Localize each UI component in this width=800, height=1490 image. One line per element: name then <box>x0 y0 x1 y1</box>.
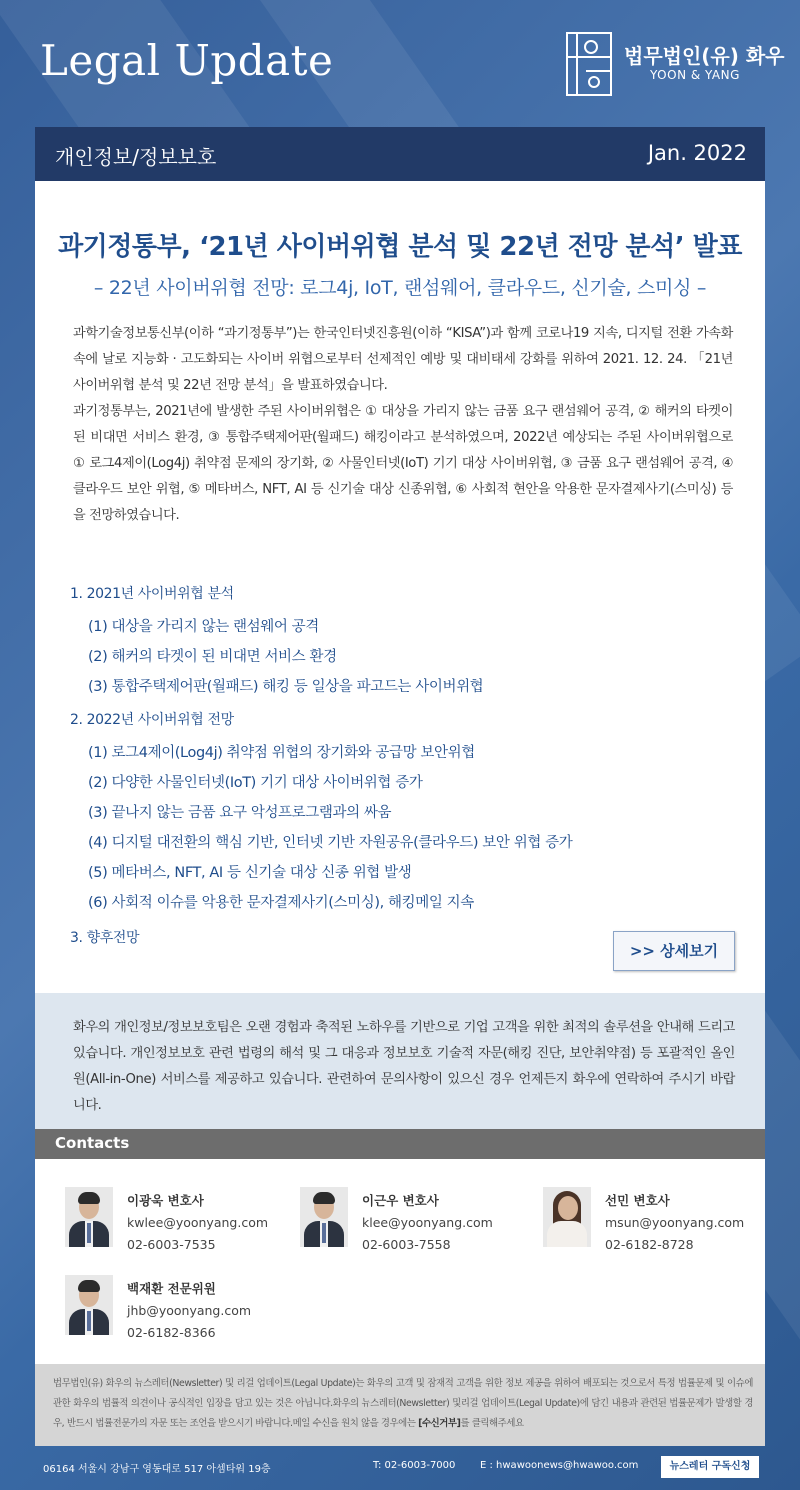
disclaimer-post: 를 클릭해주세요 <box>460 1418 524 1429</box>
contact-phone: 02-6182-8728 <box>605 1237 694 1252</box>
team-info-box <box>35 993 765 1129</box>
disclaimer-pre: 법무법인(유) 화우의 뉴스레터(Newsletter) 및 리걸 업데이트(Legal Update)는 화우의 고객 및 잠재적 고객을 위한 정보 제공을 위하여 배포되는 것으로서 특정 법률문제 및 이슈에 관한 화우의 법률적 의견이나 공식적인 입장을 담고 있는 것은 아닙니다.화우의 뉴스레터(Newsletter) 및리걸 업데이트(Legal Update)에 담긴 내용과 관련된 법률문제가 발생할 경우, 반드시 법률전문가의 자문 또는 조언을 받으시기 바랍니다.메일 수신을 원치 않을 경우에는 <box>53 1378 753 1429</box>
footer-tel: T: 02-6003-7000 <box>373 1460 456 1471</box>
contact-phone: 02-6003-7535 <box>127 1237 216 1252</box>
disclaimer-box <box>35 1364 765 1446</box>
article-paragraph-1: 과학기술정보통신부(이하 “과기정통부”)는 한국인터넷진흥원(이하 “KISA”)과 함께 코로나19 지속, 디지털 전환 가속화 속에 날로 지능화 · 고도화되는 사이버 위협으로부터 선제적인 예방 및 대비태세 강화를 위하여 2021. 12. 24. 「21년 사이버위협 분석 및 22년 전망 분석」을 발표하였습니다. <box>73 326 733 393</box>
toc-item[interactable]: (2) 해커의 타겟이 된 비대면 서비스 환경 <box>88 649 337 665</box>
contact-email[interactable]: kwlee@yoonyang.com <box>127 1215 269 1230</box>
contact-card <box>300 1187 520 1257</box>
toc-item[interactable]: 3. 향후전망 <box>70 930 140 946</box>
contact-card <box>543 1187 763 1257</box>
contact-name: 백재환 전문위원 <box>127 1281 216 1296</box>
article-paragraph-2: 과기정통부는, 2021년에 발생한 주된 사이버위협은 ① 대상을 가리지 않는 금품 요구 랜섬웨어 공격, ② 해커의 타켓이 된 비대면 서비스 환경, ③ 통합주택제어판(월패드) 해킹이라고 분석하였으며, 2022년 예상되는 주된 사이버위협으로 ① 로그4제이(Log4j) 취약점 문제의 장기화, ② 사물인터넷(IoT) 기기 대상 사이버위협, ③ 금품 요구 랜섬웨어 공격, ④ 클라우드 보안 위협, ⑤ 메타버스, NFT, AI 등 신기술 대상 신종위협, ⑥ 사회적 현안을 악용한 문자결제사기(스미싱) 등을 전망하였습니다. <box>73 404 733 523</box>
toc-item[interactable]: (1) 대상을 가리지 않는 랜섬웨어 공격 <box>88 619 319 635</box>
category-bar <box>35 127 765 181</box>
contact-photo <box>65 1275 113 1335</box>
content-panel <box>35 181 765 1446</box>
footer <box>35 1446 765 1490</box>
firm-logo-icon <box>566 32 612 96</box>
article-subheadline: – 22년 사이버위협 전망: 로그4j, IoT, 랜섬웨어, 클라우드, 신기술, 스미싱 – <box>93 277 707 299</box>
contact-email[interactable]: klee@yoonyang.com <box>362 1215 493 1230</box>
contact-phone: 02-6182-8366 <box>127 1325 216 1340</box>
contact-email[interactable]: msun@yoonyang.com <box>605 1215 745 1230</box>
toc-item[interactable]: (5) 메타버스, NFT, AI 등 신기술 대상 신종 위협 발생 <box>88 865 412 881</box>
toc-item[interactable]: (2) 다양한 사물인터넷(IoT) 기기 대상 사이버위협 증가 <box>88 775 423 791</box>
contact-name: 선민 변호사 <box>605 1193 670 1208</box>
disclaimer-text <box>53 1374 753 1434</box>
contact-card <box>65 1275 285 1345</box>
article-headline: 과기정통부, ‘21년 사이버위협 분석 및 22년 전망 분석’ 발표 <box>58 232 742 262</box>
footer-email[interactable]: E : hwawoonews@hwawoo.com <box>480 1460 639 1471</box>
read-more-button[interactable]: >> 상세보기 <box>613 931 735 971</box>
toc-item[interactable]: (3) 통합주택제어판(월패드) 해킹 등 일상을 파고드는 사이버위협 <box>88 679 484 695</box>
contacts-title: Contacts <box>55 1134 130 1152</box>
contact-photo <box>65 1187 113 1247</box>
toc-item[interactable]: (3) 끝나지 않는 금품 요구 악성프로그램과의 싸움 <box>88 805 392 821</box>
contact-photo <box>543 1187 591 1247</box>
issue-date: Jan. 2022 <box>647 141 747 165</box>
toc-item[interactable]: (4) 디지털 대전환의 핵심 기반, 인터넷 기반 자원공유(클라우드) 보안 위협 증가 <box>88 835 573 851</box>
firm-name-kr: 법무법인(유) 화우 <box>624 44 785 68</box>
contact-name: 이근우 변호사 <box>362 1193 439 1208</box>
toc-item[interactable]: (6) 사회적 이슈를 악용한 문자결제사기(스미싱), 해킹메일 지속 <box>88 895 474 911</box>
toc-item[interactable]: 2. 2022년 사이버위협 전망 <box>70 712 234 728</box>
toc-item[interactable]: (1) 로그4제이(Log4j) 취약점 위협의 장기화와 공급망 보안위협 <box>88 745 475 761</box>
subscribe-button[interactable]: 뉴스레터 구독신청 <box>661 1456 759 1478</box>
contact-card <box>65 1187 285 1257</box>
footer-address: 06164 서울시 강남구 영동대로 517 아셈타워 19층 <box>43 1464 271 1475</box>
contact-email[interactable]: jhb@yoonyang.com <box>127 1303 252 1318</box>
contact-photo <box>300 1187 348 1247</box>
category-label: 개인정보/정보보호 <box>55 145 217 169</box>
firm-name-en: YOON & YANG <box>650 68 740 82</box>
team-description: 화우의 개인정보/정보보호팀은 오랜 경험과 축적된 노하우를 기반으로 기업 고객을 위한 최적의 솔루션을 안내해 드리고 있습니다. 개인정보보호 관련 법령의 해석 및 그 대응과 정보보호 기술적 자문(해킹 진단, 보안취약점) 등 포괄적인 올인원(All-in-One) 서비스를 제공하고 있습니다. 관련하여 문의사항이 있으신 경우 언제든지 화우에 연락하여 주시기 바랍니다. <box>73 1020 735 1113</box>
newsletter-title: Legal Update <box>40 36 334 85</box>
newsletter-header <box>0 0 800 125</box>
contact-name: 이광욱 변호사 <box>127 1193 204 1208</box>
contact-phone: 02-6003-7558 <box>362 1237 451 1252</box>
unsubscribe-link[interactable]: [수신거부] <box>418 1418 461 1429</box>
toc-item[interactable]: 1. 2021년 사이버위협 분석 <box>70 586 234 602</box>
contacts-header <box>35 1129 765 1159</box>
